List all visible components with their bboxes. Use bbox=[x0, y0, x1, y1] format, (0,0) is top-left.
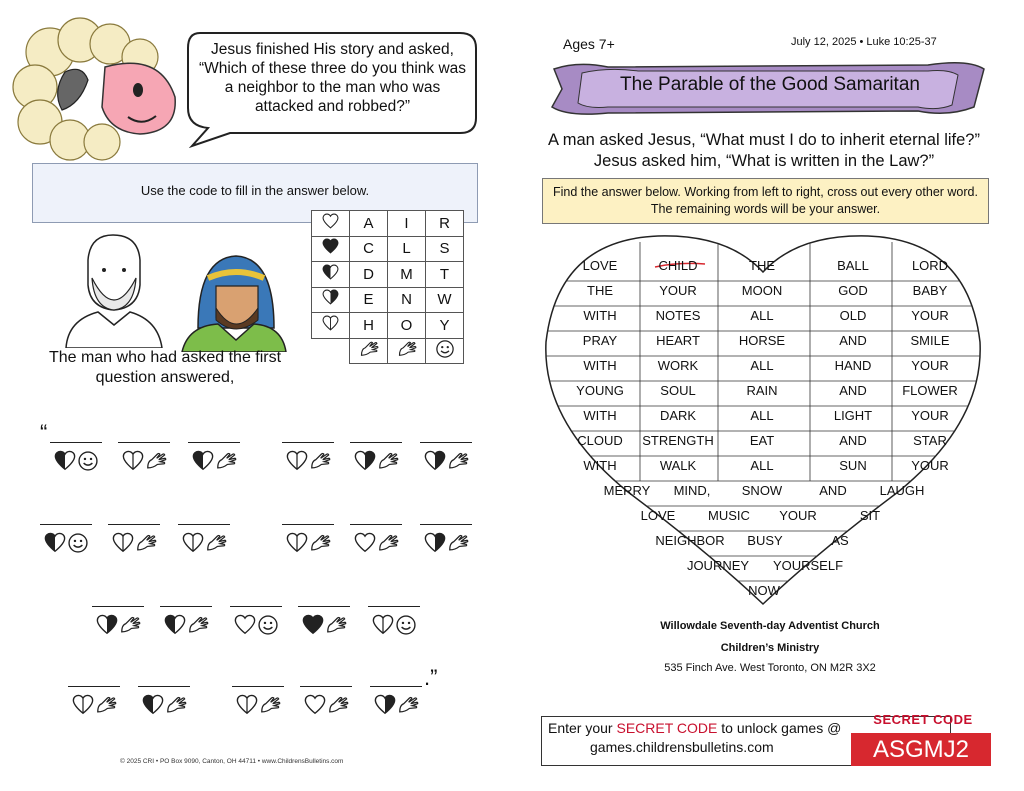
hand-icon bbox=[388, 338, 426, 364]
empty-heart-icon bbox=[312, 211, 350, 237]
heart-word[interactable]: AND bbox=[839, 433, 867, 448]
heart-word[interactable]: STAR bbox=[913, 433, 947, 448]
heart-word[interactable]: SNOW bbox=[741, 483, 783, 498]
heart-word[interactable]: YOUR bbox=[911, 458, 949, 473]
blank-line bbox=[92, 606, 144, 614]
heart-word[interactable]: AND bbox=[839, 333, 867, 348]
blank-code bbox=[286, 532, 331, 559]
find-instruction: Find the answer below. Working from left to right, cross out every other word. The remaining words will be your answer. bbox=[553, 185, 978, 216]
blank-code bbox=[142, 694, 187, 721]
code-letter: S bbox=[426, 236, 464, 262]
smiley-icon bbox=[426, 338, 464, 364]
answer-blank[interactable] bbox=[50, 442, 102, 477]
heart-word[interactable]: SMILE bbox=[910, 333, 950, 348]
blank-line bbox=[178, 524, 230, 532]
instruction-text: Use the code to fill in the answer below. bbox=[140, 183, 370, 198]
heart-word[interactable]: WITH bbox=[583, 358, 617, 373]
heart-word[interactable]: YOUR bbox=[911, 358, 949, 373]
heart-word[interactable]: GOD bbox=[838, 283, 868, 298]
heart-word[interactable]: WITH bbox=[583, 408, 617, 423]
heart-word[interactable]: WITH bbox=[583, 308, 617, 323]
heart-word[interactable]: ALL bbox=[750, 308, 774, 323]
blank-code bbox=[44, 532, 89, 559]
church-address: 535 Finch Ave. West Toronto, ON M2R 3X2 bbox=[664, 662, 876, 674]
heart-word[interactable]: SIT bbox=[859, 508, 881, 523]
blank-code bbox=[182, 532, 227, 559]
code-grid bbox=[311, 210, 464, 364]
hand-icon bbox=[447, 532, 469, 559]
heart-word[interactable]: EAT bbox=[749, 433, 775, 448]
left-half-heart-icon bbox=[312, 262, 350, 288]
full-heart-icon bbox=[302, 614, 324, 641]
right-half-heart-icon bbox=[312, 287, 350, 313]
heart-word[interactable]: YOUR bbox=[911, 408, 949, 423]
empty-heart-icon bbox=[234, 614, 256, 641]
ministry-name: Children’s Ministry bbox=[720, 642, 820, 654]
hand-icon bbox=[325, 614, 347, 641]
heart-word[interactable]: YOUR bbox=[779, 508, 817, 523]
heart-word[interactable]: LOVE bbox=[640, 508, 676, 523]
blank-code bbox=[112, 532, 157, 559]
title: The Parable of the Good Samaritan bbox=[620, 74, 920, 95]
answer-blank[interactable] bbox=[350, 524, 402, 559]
blank-line bbox=[230, 606, 282, 614]
split-heart-icon bbox=[72, 694, 94, 721]
split-heart-icon bbox=[312, 313, 350, 339]
blank-code bbox=[302, 614, 347, 641]
smiley-icon bbox=[77, 450, 99, 477]
smiley-icon bbox=[395, 614, 417, 641]
samaritan-illustration bbox=[178, 248, 288, 352]
heart-word[interactable]: SUN bbox=[839, 458, 867, 473]
heart-word[interactable]: SOUL bbox=[660, 383, 696, 398]
hand-icon bbox=[350, 338, 388, 364]
heart-word[interactable]: WORK bbox=[657, 358, 699, 373]
blank-line bbox=[368, 606, 420, 614]
secret-code-value: ASGMJ2 bbox=[851, 733, 991, 766]
blank-line bbox=[370, 686, 422, 694]
heart-word[interactable]: CLOUD bbox=[577, 433, 623, 448]
church-name: Willowdale Seventh-day Adventist Church bbox=[660, 620, 880, 632]
code-row bbox=[312, 236, 464, 262]
grid-corner bbox=[312, 338, 350, 364]
answer-blank[interactable] bbox=[232, 686, 284, 721]
blank-line bbox=[350, 442, 402, 450]
heart-word[interactable]: RAIN bbox=[746, 383, 778, 398]
heart-word[interactable]: YOUR bbox=[911, 308, 949, 323]
answer-blank[interactable] bbox=[420, 442, 472, 477]
answer-blank[interactable] bbox=[118, 442, 170, 477]
code-letter: M bbox=[388, 262, 426, 288]
heart-word[interactable]: NOTES bbox=[655, 308, 701, 323]
right-half-heart-icon bbox=[374, 694, 396, 721]
code-letter: E bbox=[350, 287, 388, 313]
answer-blank[interactable] bbox=[188, 442, 240, 477]
left-half-heart-icon bbox=[54, 450, 76, 477]
hand-icon bbox=[377, 450, 399, 477]
blank-line bbox=[350, 524, 402, 532]
hand-icon bbox=[205, 532, 227, 559]
blank-line bbox=[420, 442, 472, 450]
split-heart-icon bbox=[236, 694, 258, 721]
code-letter: W bbox=[426, 287, 464, 313]
answer-blank[interactable] bbox=[178, 524, 230, 559]
blank-code bbox=[374, 694, 419, 721]
code-letter: H bbox=[350, 313, 388, 339]
heart-word[interactable]: HEART bbox=[656, 333, 700, 348]
blank-line bbox=[118, 442, 170, 450]
heart-word[interactable]: THE bbox=[749, 258, 775, 273]
blank-code bbox=[236, 694, 281, 721]
hand-icon bbox=[95, 694, 117, 721]
code-row bbox=[312, 287, 464, 313]
heart-word[interactable]: WITH bbox=[583, 458, 617, 473]
blank-line bbox=[300, 686, 352, 694]
code-row bbox=[312, 262, 464, 288]
blank-line bbox=[298, 606, 350, 614]
answer-blank[interactable] bbox=[92, 606, 144, 641]
hand-icon bbox=[145, 450, 167, 477]
heart-word[interactable]: CHILD bbox=[658, 258, 698, 273]
answer-blank[interactable] bbox=[160, 606, 212, 641]
blank-line bbox=[108, 524, 160, 532]
code-letter: A bbox=[350, 211, 388, 237]
blank-code bbox=[424, 450, 469, 477]
heart-word[interactable]: WALK bbox=[659, 458, 697, 473]
hand-icon bbox=[447, 450, 469, 477]
heart-word[interactable]: BABY bbox=[912, 283, 948, 298]
secret-post: to unlock games @ bbox=[717, 720, 842, 736]
blank-line bbox=[138, 686, 190, 694]
code-letter: C bbox=[350, 236, 388, 262]
heart-word[interactable]: MOON bbox=[741, 283, 783, 298]
speech-text: Jesus finished His story and asked, “Which of these three do you think was a neighbor to the man who was attacked and robbed?” bbox=[198, 41, 467, 115]
blank-code bbox=[424, 532, 469, 559]
heart-word[interactable]: JOURNEY bbox=[686, 558, 750, 573]
heart-word[interactable]: YOURSELF bbox=[772, 558, 844, 573]
hand-icon bbox=[327, 694, 349, 721]
intro-text: A man asked Jesus, “What must I do to inherit eternal life?” Jesus asked him, “What is written in the Law?” bbox=[548, 131, 980, 170]
blank-code bbox=[72, 694, 117, 721]
heart-word[interactable]: ALL bbox=[750, 458, 774, 473]
secret-code-prompt bbox=[548, 720, 841, 736]
blank-line bbox=[420, 524, 472, 532]
blank-code bbox=[122, 450, 167, 477]
blank-code bbox=[372, 614, 417, 641]
blank-line bbox=[50, 442, 102, 450]
blank-code bbox=[54, 450, 99, 477]
hand-icon bbox=[165, 694, 187, 721]
heart-word[interactable]: AND bbox=[819, 483, 847, 498]
sheep-illustration bbox=[10, 12, 180, 162]
blank-code bbox=[234, 614, 279, 641]
code-letter: Y bbox=[426, 313, 464, 339]
heart-word[interactable]: YOUNG bbox=[576, 383, 624, 398]
smiley-icon bbox=[67, 532, 89, 559]
answer-blank[interactable] bbox=[108, 524, 160, 559]
blank-code bbox=[354, 450, 399, 477]
blank-code bbox=[164, 614, 209, 641]
answered-text: The man who had asked the first question answered, bbox=[48, 349, 282, 386]
split-heart-icon bbox=[372, 614, 394, 641]
hand-icon bbox=[309, 532, 331, 559]
blank-line bbox=[68, 686, 120, 694]
left-half-heart-icon bbox=[142, 694, 164, 721]
heart-word[interactable]: BUSY bbox=[747, 533, 783, 548]
right-half-heart-icon bbox=[424, 450, 446, 477]
answer-blank[interactable] bbox=[300, 686, 352, 721]
heart-word[interactable]: LORD bbox=[911, 258, 949, 273]
right-half-heart-icon bbox=[96, 614, 118, 641]
hand-icon bbox=[215, 450, 237, 477]
empty-heart-icon bbox=[354, 532, 376, 559]
open-quote: “ bbox=[40, 420, 48, 445]
blank-line bbox=[282, 442, 334, 450]
code-letter: R bbox=[426, 211, 464, 237]
answer-blank[interactable] bbox=[230, 606, 282, 641]
split-heart-icon bbox=[182, 532, 204, 559]
answer-blank[interactable] bbox=[370, 686, 422, 721]
hand-icon bbox=[259, 694, 281, 721]
blank-line bbox=[188, 442, 240, 450]
blank-code bbox=[96, 614, 141, 641]
code-letter: D bbox=[350, 262, 388, 288]
empty-heart-icon bbox=[304, 694, 326, 721]
blank-line bbox=[160, 606, 212, 614]
split-heart-icon bbox=[122, 450, 144, 477]
right-half-heart-icon bbox=[424, 532, 446, 559]
heart-word[interactable]: LOVE bbox=[582, 258, 618, 273]
blank-code bbox=[192, 450, 237, 477]
code-letter: O bbox=[388, 313, 426, 339]
heart-word[interactable]: MERRY bbox=[603, 483, 651, 498]
footer-copyright: © 2025 CRI • PO Box 9090, Canton, OH 44711 • www.ChildrensBulletins.com bbox=[120, 758, 344, 765]
code-row bbox=[312, 211, 464, 237]
heart-word[interactable]: MIND, bbox=[673, 483, 711, 498]
heart-word[interactable]: THE bbox=[587, 283, 613, 298]
heart-word[interactable]: OLD bbox=[839, 308, 867, 323]
blank-line bbox=[232, 686, 284, 694]
heart-word[interactable]: DARK bbox=[659, 408, 697, 423]
code-letter: I bbox=[388, 211, 426, 237]
right-half-heart-icon bbox=[354, 450, 376, 477]
answer-blank[interactable] bbox=[138, 686, 190, 721]
heart-word[interactable]: MUSIC bbox=[708, 508, 750, 523]
heart-word[interactable]: YOUR bbox=[659, 283, 697, 298]
answer-blank[interactable] bbox=[298, 606, 350, 641]
heart-word[interactable]: NOW bbox=[748, 583, 780, 598]
smiley-icon bbox=[257, 614, 279, 641]
date-reference: July 12, 2025 • Luke 10:25-37 bbox=[791, 36, 937, 48]
answer-blank[interactable] bbox=[282, 524, 334, 559]
answer-blank[interactable] bbox=[40, 524, 92, 559]
heart-word[interactable]: FLOWER bbox=[902, 383, 958, 398]
hand-icon bbox=[309, 450, 331, 477]
code-column-icons bbox=[312, 338, 464, 364]
split-heart-icon bbox=[286, 450, 308, 477]
hand-icon bbox=[119, 614, 141, 641]
hand-icon bbox=[397, 694, 419, 721]
left-half-heart-icon bbox=[44, 532, 66, 559]
age-label: Ages 7+ bbox=[563, 36, 615, 52]
heart-word[interactable]: HAND bbox=[834, 358, 872, 373]
blank-code bbox=[304, 694, 349, 721]
code-row bbox=[312, 313, 464, 339]
answer-blank[interactable] bbox=[368, 606, 420, 641]
split-heart-icon bbox=[286, 532, 308, 559]
code-letter: T bbox=[426, 262, 464, 288]
heart-word[interactable]: BALL bbox=[837, 258, 869, 273]
answer-blank[interactable] bbox=[350, 442, 402, 477]
heart-word[interactable]: ALL bbox=[750, 358, 774, 373]
left-half-heart-icon bbox=[192, 450, 214, 477]
secret-highlight: SECRET CODE bbox=[616, 720, 718, 736]
hand-icon bbox=[187, 614, 209, 641]
code-letter: N bbox=[388, 287, 426, 313]
blank-code bbox=[286, 450, 331, 477]
answer-blank[interactable] bbox=[282, 442, 334, 477]
hand-icon bbox=[377, 532, 399, 559]
close-quote: .” bbox=[424, 665, 438, 690]
heart-word[interactable]: AND bbox=[839, 383, 867, 398]
heart-word[interactable]: HORSE bbox=[738, 333, 786, 348]
games-url[interactable]: games.childrensbulletins.com bbox=[590, 739, 774, 755]
heart-word[interactable]: PRAY bbox=[582, 333, 618, 348]
left-half-heart-icon bbox=[164, 614, 186, 641]
blank-code bbox=[354, 532, 399, 559]
secret-code-label: SECRET CODE bbox=[873, 712, 973, 727]
code-letter: L bbox=[388, 236, 426, 262]
heart-word[interactable]: LAUGH bbox=[879, 483, 925, 498]
answer-blank[interactable] bbox=[420, 524, 472, 559]
blank-line bbox=[282, 524, 334, 532]
answer-blank[interactable] bbox=[68, 686, 120, 721]
heart-word[interactable]: STRENGTH bbox=[642, 433, 714, 448]
full-heart-icon bbox=[312, 236, 350, 262]
split-heart-icon bbox=[112, 532, 134, 559]
jesus-illustration bbox=[58, 230, 168, 348]
heart-word[interactable]: NEIGHBOR bbox=[655, 533, 725, 548]
heart-word[interactable]: ALL bbox=[750, 408, 774, 423]
blank-line bbox=[40, 524, 92, 532]
secret-pre: Enter your bbox=[548, 720, 617, 736]
heart-word[interactable]: AS bbox=[831, 533, 849, 548]
heart-word[interactable]: LIGHT bbox=[833, 408, 873, 423]
hand-icon bbox=[135, 532, 157, 559]
